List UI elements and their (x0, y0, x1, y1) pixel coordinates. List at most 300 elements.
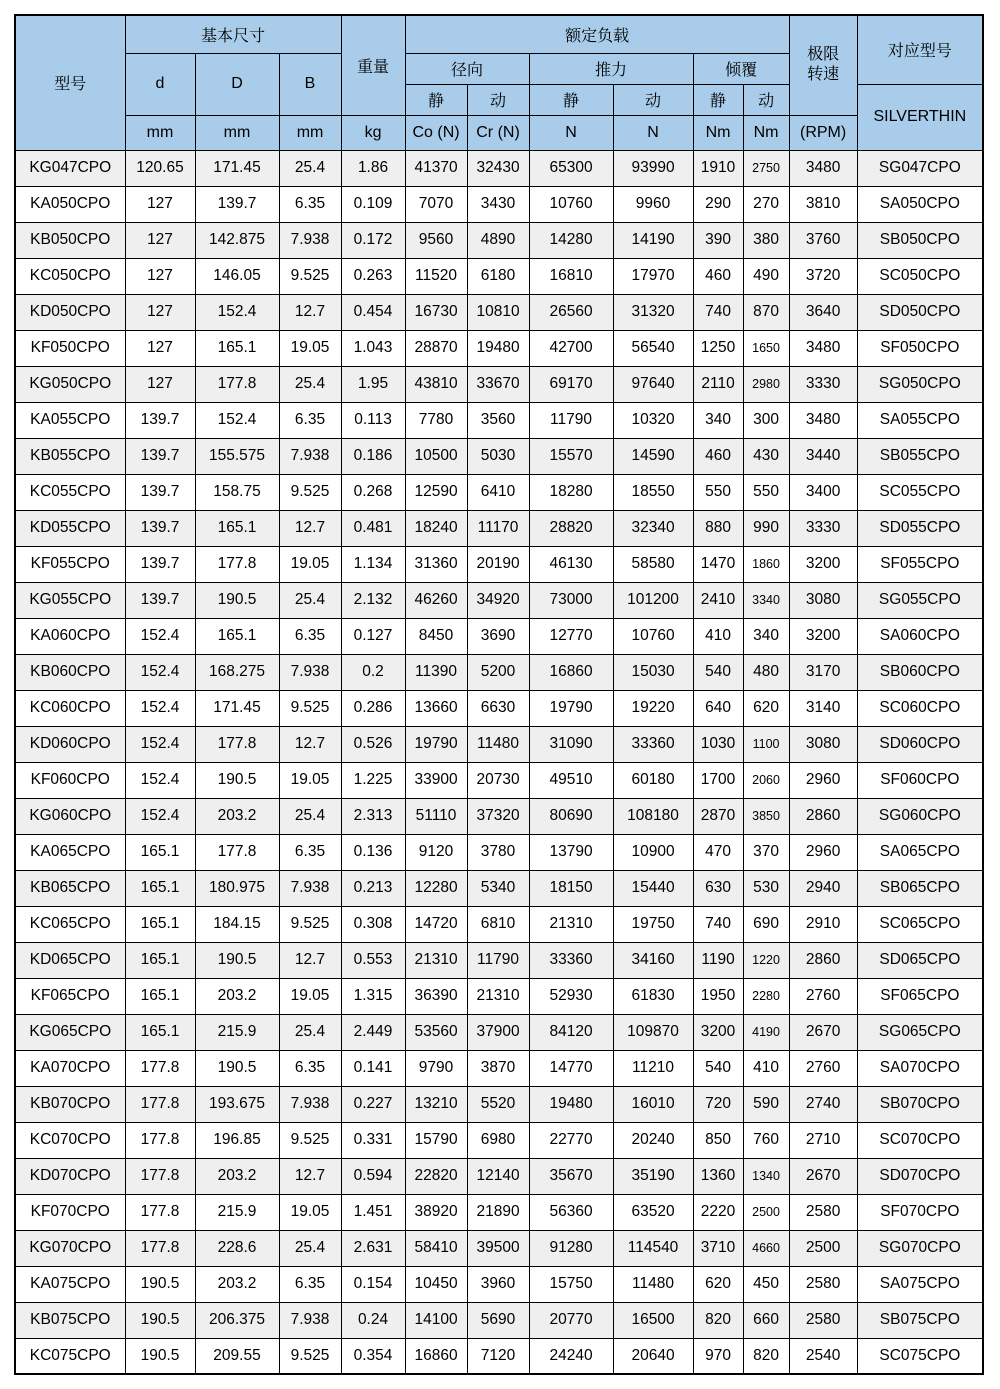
cell-thrust-static: 33360 (529, 942, 613, 978)
unit-overturning-static-nm: Nm (693, 115, 743, 150)
cell-weight: 0.354 (341, 1338, 405, 1374)
cell-model: KB070CPO (15, 1086, 125, 1122)
table-row (15, 1338, 983, 1374)
cell-weight: 0.263 (341, 258, 405, 294)
cell-weight: 0.141 (341, 1050, 405, 1086)
cell-model: KG060CPO (15, 798, 125, 834)
cell-overturning-dynamic: 550 (743, 474, 789, 510)
cell-overturning-static: 1700 (693, 762, 743, 798)
cell-weight: 0.268 (341, 474, 405, 510)
cell-silverthin-model: SB050CPO (857, 222, 983, 258)
cell-overturning-static: 740 (693, 906, 743, 942)
cell-thrust-static: 10760 (529, 186, 613, 222)
cell-D: 190.5 (195, 1050, 279, 1086)
cell-B: 19.05 (279, 546, 341, 582)
cell-B: 6.35 (279, 186, 341, 222)
cell-d: 139.7 (125, 474, 195, 510)
cell-model: KG047CPO (15, 150, 125, 186)
cell-weight: 0.481 (341, 510, 405, 546)
cell-thrust-dynamic: 109870 (613, 1014, 693, 1050)
cell-radial-static-co: 8450 (405, 618, 467, 654)
cell-radial-dynamic-cr: 6180 (467, 258, 529, 294)
cell-D: 206.375 (195, 1302, 279, 1338)
cell-d: 127 (125, 258, 195, 294)
cell-weight: 0.331 (341, 1122, 405, 1158)
cell-radial-static-co: 10450 (405, 1266, 467, 1302)
cell-overturning-static: 720 (693, 1086, 743, 1122)
cell-radial-static-co: 12590 (405, 474, 467, 510)
table-row (15, 150, 983, 186)
cell-silverthin-model: SC060CPO (857, 690, 983, 726)
cell-limit-rpm: 3810 (789, 186, 857, 222)
cell-limit-rpm: 3760 (789, 222, 857, 258)
cell-limit-rpm: 2960 (789, 834, 857, 870)
cell-radial-dynamic-cr: 5200 (467, 654, 529, 690)
cell-d: 127 (125, 186, 195, 222)
cell-B: 7.938 (279, 870, 341, 906)
cell-overturning-dynamic: 270 (743, 186, 789, 222)
cell-overturning-static: 460 (693, 258, 743, 294)
unit-radial-dynamic-cr: Cr (N) (467, 115, 529, 150)
cell-d: 139.7 (125, 546, 195, 582)
cell-d: 190.5 (125, 1338, 195, 1374)
cell-radial-static-co: 18240 (405, 510, 467, 546)
cell-thrust-dynamic: 18550 (613, 474, 693, 510)
cell-B: 19.05 (279, 1194, 341, 1230)
col-header-B: B (279, 53, 341, 115)
cell-overturning-dynamic: 4190 (743, 1014, 789, 1050)
cell-d: 177.8 (125, 1194, 195, 1230)
cell-radial-dynamic-cr: 6410 (467, 474, 529, 510)
cell-thrust-static: 11790 (529, 402, 613, 438)
cell-radial-dynamic-cr: 6980 (467, 1122, 529, 1158)
cell-limit-rpm: 2580 (789, 1194, 857, 1230)
cell-D: 177.8 (195, 366, 279, 402)
cell-model: KD055CPO (15, 510, 125, 546)
cell-overturning-static: 410 (693, 618, 743, 654)
cell-radial-static-co: 9560 (405, 222, 467, 258)
cell-thrust-static: 13790 (529, 834, 613, 870)
cell-silverthin-model: SD065CPO (857, 942, 983, 978)
cell-model: KF055CPO (15, 546, 125, 582)
cell-overturning-static: 620 (693, 1266, 743, 1302)
col-header-d: d (125, 53, 195, 115)
unit-thrust-static-n: N (529, 115, 613, 150)
cell-thrust-dynamic: 34160 (613, 942, 693, 978)
cell-d: 177.8 (125, 1086, 195, 1122)
cell-radial-static-co: 31360 (405, 546, 467, 582)
cell-model: KA060CPO (15, 618, 125, 654)
table-row (15, 402, 983, 438)
cell-thrust-dynamic: 11480 (613, 1266, 693, 1302)
cell-limit-rpm: 2540 (789, 1338, 857, 1374)
cell-limit-rpm: 2910 (789, 906, 857, 942)
cell-silverthin-model: SG065CPO (857, 1014, 983, 1050)
cell-silverthin-model: SG060CPO (857, 798, 983, 834)
cell-thrust-dynamic: 15440 (613, 870, 693, 906)
cell-thrust-static: 24240 (529, 1338, 613, 1374)
cell-limit-rpm: 3400 (789, 474, 857, 510)
cell-radial-static-co: 53560 (405, 1014, 467, 1050)
cell-overturning-dynamic: 1340 (743, 1158, 789, 1194)
cell-thrust-dynamic: 16010 (613, 1086, 693, 1122)
cell-D: 165.1 (195, 330, 279, 366)
cell-overturning-static: 2110 (693, 366, 743, 402)
cell-D: 158.75 (195, 474, 279, 510)
cell-d: 139.7 (125, 438, 195, 474)
cell-silverthin-model: SG070CPO (857, 1230, 983, 1266)
cell-weight: 2.132 (341, 582, 405, 618)
cell-limit-rpm: 2860 (789, 942, 857, 978)
cell-silverthin-model: SB070CPO (857, 1086, 983, 1122)
cell-limit-rpm: 2580 (789, 1302, 857, 1338)
cell-overturning-static: 1360 (693, 1158, 743, 1194)
cell-weight: 0.2 (341, 654, 405, 690)
cell-B: 7.938 (279, 654, 341, 690)
cell-radial-dynamic-cr: 5690 (467, 1302, 529, 1338)
cell-thrust-static: 20770 (529, 1302, 613, 1338)
table-row (15, 870, 983, 906)
cell-D: 203.2 (195, 1266, 279, 1302)
cell-B: 9.525 (279, 474, 341, 510)
cell-model: KF070CPO (15, 1194, 125, 1230)
cell-limit-rpm: 3330 (789, 510, 857, 546)
cell-radial-dynamic-cr: 12140 (467, 1158, 529, 1194)
cell-thrust-static: 19480 (529, 1086, 613, 1122)
cell-limit-rpm: 3080 (789, 582, 857, 618)
cell-D: 228.6 (195, 1230, 279, 1266)
cell-limit-rpm: 2670 (789, 1158, 857, 1194)
cell-overturning-static: 540 (693, 654, 743, 690)
cell-d: 139.7 (125, 402, 195, 438)
cell-limit-rpm: 2710 (789, 1122, 857, 1158)
col-header-radial: 径向 (405, 53, 529, 84)
cell-thrust-static: 42700 (529, 330, 613, 366)
cell-silverthin-model: SD060CPO (857, 726, 983, 762)
cell-d: 127 (125, 330, 195, 366)
col-header-thrust: 推力 (529, 53, 693, 84)
cell-radial-static-co: 41370 (405, 150, 467, 186)
cell-model: KA065CPO (15, 834, 125, 870)
col-header-rated-load: 额定负载 (405, 15, 789, 53)
cell-silverthin-model: SF050CPO (857, 330, 983, 366)
table-row (15, 366, 983, 402)
cell-B: 12.7 (279, 942, 341, 978)
cell-silverthin-model: SG047CPO (857, 150, 983, 186)
cell-radial-static-co: 11390 (405, 654, 467, 690)
col-header-overturning: 倾覆 (693, 53, 789, 84)
cell-thrust-dynamic: 93990 (613, 150, 693, 186)
cell-B: 25.4 (279, 582, 341, 618)
cell-overturning-dynamic: 660 (743, 1302, 789, 1338)
cell-limit-rpm: 2670 (789, 1014, 857, 1050)
col-header-overturning-static: 静 (693, 84, 743, 115)
cell-radial-dynamic-cr: 6630 (467, 690, 529, 726)
cell-model: KC060CPO (15, 690, 125, 726)
cell-model: KF060CPO (15, 762, 125, 798)
cell-radial-dynamic-cr: 5030 (467, 438, 529, 474)
cell-radial-dynamic-cr: 21310 (467, 978, 529, 1014)
cell-overturning-dynamic: 870 (743, 294, 789, 330)
cell-B: 12.7 (279, 726, 341, 762)
cell-radial-static-co: 10500 (405, 438, 467, 474)
cell-silverthin-model: SF070CPO (857, 1194, 983, 1230)
cell-thrust-dynamic: 97640 (613, 366, 693, 402)
cell-thrust-static: 21310 (529, 906, 613, 942)
cell-radial-dynamic-cr: 3870 (467, 1050, 529, 1086)
cell-B: 12.7 (279, 1158, 341, 1194)
cell-radial-static-co: 58410 (405, 1230, 467, 1266)
cell-radial-dynamic-cr: 3690 (467, 618, 529, 654)
cell-model: KB055CPO (15, 438, 125, 474)
cell-radial-static-co: 7070 (405, 186, 467, 222)
cell-B: 7.938 (279, 222, 341, 258)
cell-weight: 0.154 (341, 1266, 405, 1302)
cell-weight: 1.134 (341, 546, 405, 582)
cell-radial-dynamic-cr: 32430 (467, 150, 529, 186)
cell-D: 152.4 (195, 294, 279, 330)
cell-radial-static-co: 36390 (405, 978, 467, 1014)
cell-radial-static-co: 22820 (405, 1158, 467, 1194)
cell-overturning-dynamic: 380 (743, 222, 789, 258)
cell-thrust-dynamic: 56540 (613, 330, 693, 366)
cell-overturning-dynamic: 820 (743, 1338, 789, 1374)
cell-radial-static-co: 43810 (405, 366, 467, 402)
cell-silverthin-model: SA070CPO (857, 1050, 983, 1086)
cell-overturning-dynamic: 2060 (743, 762, 789, 798)
cell-thrust-static: 15750 (529, 1266, 613, 1302)
cell-weight: 1.95 (341, 366, 405, 402)
cell-limit-rpm: 3440 (789, 438, 857, 474)
cell-overturning-dynamic: 410 (743, 1050, 789, 1086)
cell-radial-dynamic-cr: 21890 (467, 1194, 529, 1230)
cell-model: KD060CPO (15, 726, 125, 762)
cell-thrust-dynamic: 60180 (613, 762, 693, 798)
cell-weight: 0.172 (341, 222, 405, 258)
cell-thrust-static: 18280 (529, 474, 613, 510)
cell-thrust-dynamic: 33360 (613, 726, 693, 762)
col-header-corresponding-model: 对应型号 (857, 15, 983, 84)
cell-overturning-static: 390 (693, 222, 743, 258)
cell-overturning-static: 1250 (693, 330, 743, 366)
cell-thrust-static: 52930 (529, 978, 613, 1014)
cell-overturning-static: 3200 (693, 1014, 743, 1050)
cell-d: 177.8 (125, 1230, 195, 1266)
table-row (15, 942, 983, 978)
cell-B: 12.7 (279, 510, 341, 546)
cell-thrust-static: 22770 (529, 1122, 613, 1158)
cell-overturning-static: 1950 (693, 978, 743, 1014)
col-header-thrust-dynamic: 动 (613, 84, 693, 115)
cell-thrust-static: 14280 (529, 222, 613, 258)
cell-radial-dynamic-cr: 20190 (467, 546, 529, 582)
cell-thrust-dynamic: 15030 (613, 654, 693, 690)
cell-thrust-static: 84120 (529, 1014, 613, 1050)
cell-silverthin-model: SB055CPO (857, 438, 983, 474)
unit-radial-static-co: Co (N) (405, 115, 467, 150)
cell-thrust-static: 49510 (529, 762, 613, 798)
cell-weight: 0.308 (341, 906, 405, 942)
cell-radial-static-co: 7780 (405, 402, 467, 438)
cell-limit-rpm: 2940 (789, 870, 857, 906)
cell-overturning-dynamic: 620 (743, 690, 789, 726)
cell-weight: 2.449 (341, 1014, 405, 1050)
cell-overturning-dynamic: 690 (743, 906, 789, 942)
cell-B: 7.938 (279, 1302, 341, 1338)
cell-B: 9.525 (279, 690, 341, 726)
cell-limit-rpm: 3140 (789, 690, 857, 726)
cell-d: 177.8 (125, 1158, 195, 1194)
table-row (15, 1194, 983, 1230)
cell-d: 127 (125, 222, 195, 258)
cell-d: 127 (125, 294, 195, 330)
cell-model: KA070CPO (15, 1050, 125, 1086)
cell-d: 165.1 (125, 834, 195, 870)
cell-D: 203.2 (195, 1158, 279, 1194)
bearing-spec-table (14, 14, 984, 1375)
cell-overturning-dynamic: 300 (743, 402, 789, 438)
cell-limit-rpm: 3720 (789, 258, 857, 294)
cell-model: KF065CPO (15, 978, 125, 1014)
table-row (15, 474, 983, 510)
cell-B: 12.7 (279, 294, 341, 330)
cell-thrust-dynamic: 10900 (613, 834, 693, 870)
cell-B: 7.938 (279, 438, 341, 474)
cell-model: KA050CPO (15, 186, 125, 222)
cell-thrust-dynamic: 16500 (613, 1302, 693, 1338)
cell-radial-dynamic-cr: 11790 (467, 942, 529, 978)
cell-B: 9.525 (279, 1122, 341, 1158)
cell-radial-static-co: 19790 (405, 726, 467, 762)
cell-B: 9.525 (279, 1338, 341, 1374)
cell-radial-static-co: 28870 (405, 330, 467, 366)
cell-thrust-static: 12770 (529, 618, 613, 654)
cell-silverthin-model: SD055CPO (857, 510, 983, 546)
table-row (15, 762, 983, 798)
cell-D: 146.05 (195, 258, 279, 294)
cell-silverthin-model: SA075CPO (857, 1266, 983, 1302)
cell-silverthin-model: SD050CPO (857, 294, 983, 330)
cell-model: KA075CPO (15, 1266, 125, 1302)
cell-overturning-dynamic: 2500 (743, 1194, 789, 1230)
unit-overturning-dynamic-nm: Nm (743, 115, 789, 150)
cell-D: 193.675 (195, 1086, 279, 1122)
table-row (15, 726, 983, 762)
cell-model: KB065CPO (15, 870, 125, 906)
cell-B: 6.35 (279, 1050, 341, 1086)
cell-D: 180.975 (195, 870, 279, 906)
table-row (15, 546, 983, 582)
cell-model: KA055CPO (15, 402, 125, 438)
cell-B: 6.35 (279, 402, 341, 438)
unit-limit-speed-rpm: (RPM) (789, 115, 857, 150)
cell-overturning-static: 550 (693, 474, 743, 510)
cell-thrust-dynamic: 11210 (613, 1050, 693, 1086)
cell-d: 165.1 (125, 942, 195, 978)
cell-radial-dynamic-cr: 34920 (467, 582, 529, 618)
cell-overturning-static: 970 (693, 1338, 743, 1374)
cell-radial-dynamic-cr: 19480 (467, 330, 529, 366)
cell-D: 190.5 (195, 942, 279, 978)
cell-model: KG070CPO (15, 1230, 125, 1266)
cell-radial-dynamic-cr: 20730 (467, 762, 529, 798)
cell-thrust-static: 15570 (529, 438, 613, 474)
limit-speed-line1: 极限 (807, 46, 840, 64)
table-row (15, 1014, 983, 1050)
unit-B-mm: mm (279, 115, 341, 150)
cell-overturning-static: 540 (693, 1050, 743, 1086)
cell-d: 120.65 (125, 150, 195, 186)
cell-d: 139.7 (125, 510, 195, 546)
table-row (15, 978, 983, 1014)
cell-model: KG065CPO (15, 1014, 125, 1050)
cell-D: 142.875 (195, 222, 279, 258)
cell-D: 184.15 (195, 906, 279, 942)
cell-weight: 0.286 (341, 690, 405, 726)
cell-weight: 2.313 (341, 798, 405, 834)
table-row (15, 906, 983, 942)
cell-radial-static-co: 33900 (405, 762, 467, 798)
cell-silverthin-model: SC055CPO (857, 474, 983, 510)
cell-overturning-dynamic: 3340 (743, 582, 789, 618)
cell-weight: 0.186 (341, 438, 405, 474)
cell-overturning-dynamic: 4660 (743, 1230, 789, 1266)
cell-limit-rpm: 3200 (789, 546, 857, 582)
cell-model: KG050CPO (15, 366, 125, 402)
table-row (15, 510, 983, 546)
table-row (15, 834, 983, 870)
cell-overturning-dynamic: 1220 (743, 942, 789, 978)
cell-overturning-dynamic: 450 (743, 1266, 789, 1302)
cell-D: 203.2 (195, 798, 279, 834)
cell-weight: 0.127 (341, 618, 405, 654)
cell-thrust-dynamic: 14190 (613, 222, 693, 258)
cell-radial-dynamic-cr: 6810 (467, 906, 529, 942)
cell-radial-dynamic-cr: 11170 (467, 510, 529, 546)
cell-radial-dynamic-cr: 7120 (467, 1338, 529, 1374)
cell-silverthin-model: SG050CPO (857, 366, 983, 402)
cell-D: 177.8 (195, 834, 279, 870)
cell-D: 215.9 (195, 1194, 279, 1230)
cell-overturning-dynamic: 480 (743, 654, 789, 690)
cell-limit-rpm: 3200 (789, 618, 857, 654)
cell-D: 215.9 (195, 1014, 279, 1050)
cell-D: 177.8 (195, 726, 279, 762)
limit-speed-line2: 转速 (807, 66, 840, 84)
table-row (15, 798, 983, 834)
cell-d: 127 (125, 366, 195, 402)
cell-model: KC075CPO (15, 1338, 125, 1374)
col-header-thrust-static: 静 (529, 84, 613, 115)
cell-thrust-dynamic: 61830 (613, 978, 693, 1014)
cell-model: KC050CPO (15, 258, 125, 294)
cell-d: 165.1 (125, 906, 195, 942)
cell-thrust-static: 35670 (529, 1158, 613, 1194)
unit-weight-kg: kg (341, 115, 405, 150)
col-header-D: D (195, 53, 279, 115)
cell-radial-static-co: 16730 (405, 294, 467, 330)
cell-thrust-static: 14770 (529, 1050, 613, 1086)
cell-model: KG055CPO (15, 582, 125, 618)
cell-model: KB050CPO (15, 222, 125, 258)
cell-model: KC070CPO (15, 1122, 125, 1158)
cell-limit-rpm: 2740 (789, 1086, 857, 1122)
cell-B: 6.35 (279, 834, 341, 870)
cell-D: 171.45 (195, 690, 279, 726)
cell-radial-static-co: 16860 (405, 1338, 467, 1374)
table-row (15, 294, 983, 330)
cell-d: 152.4 (125, 798, 195, 834)
